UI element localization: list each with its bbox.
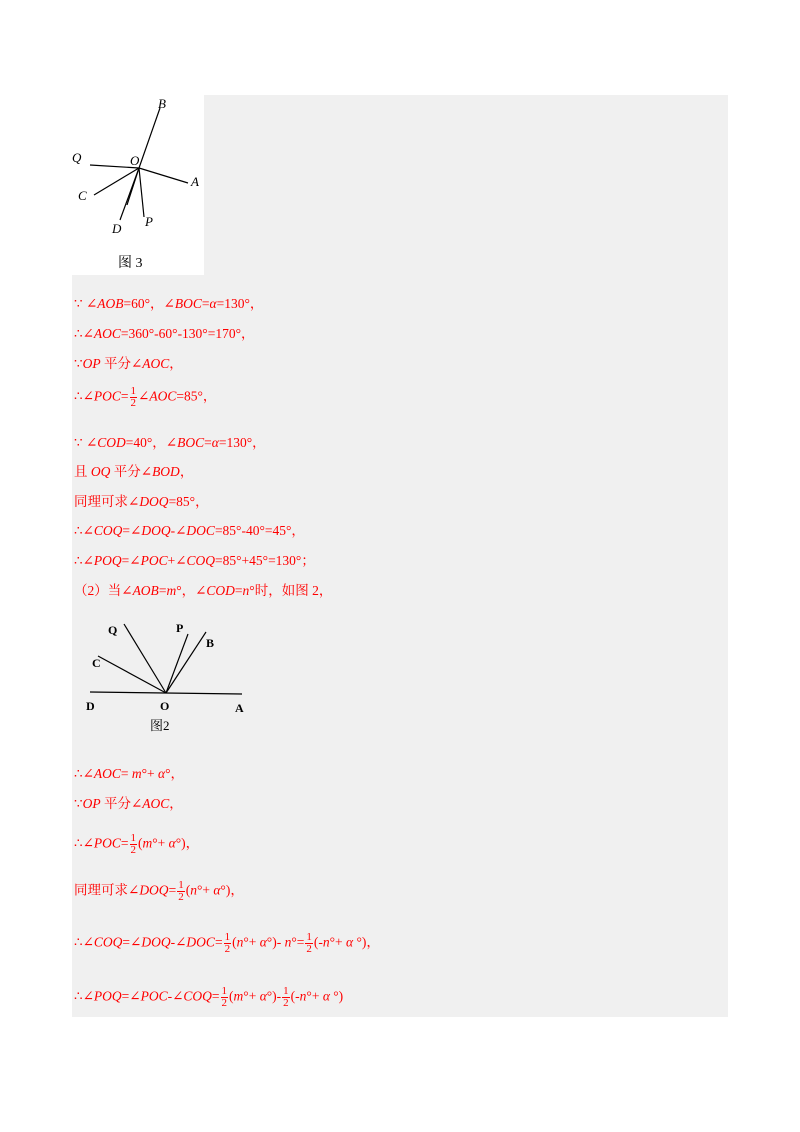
fraction-half: $\frac{1}{2}$ bbox=[130, 832, 137, 856]
label-B: B bbox=[206, 636, 215, 650]
label-C: C bbox=[78, 188, 87, 203]
fraction-half: $\frac{1}{2}$ bbox=[224, 931, 231, 955]
ray-OP bbox=[139, 168, 144, 217]
figure-3-caption: 图 3 bbox=[118, 256, 143, 271]
solution-line-3: ∵OP 平分∠AOC， bbox=[74, 356, 183, 371]
solution-line-14: 同理可求∠DOQ= $\frac{1}{2}$ (n°+ α°)， bbox=[74, 879, 244, 903]
solution-line-13: ∴∠POC= $\frac{1}{2}$ (m°+ α°)， bbox=[74, 832, 200, 856]
solution-line-10: （2）当∠AOB=m°，∠COD=n°时，如图 2， bbox=[74, 583, 333, 598]
label-Q: Q bbox=[108, 623, 118, 637]
fraction-half: $\frac{1}{2}$ bbox=[178, 879, 184, 903]
fraction-half: $\frac{1}{2}$ bbox=[130, 385, 137, 409]
label-C: C bbox=[92, 656, 101, 670]
ray-OC bbox=[98, 656, 166, 693]
label-P: P bbox=[145, 214, 153, 229]
solution-line-9: ∴∠POQ=∠POC+∠COQ=85°+45°=130°； bbox=[74, 553, 315, 568]
ray-OQ bbox=[124, 624, 166, 693]
figure-3 bbox=[72, 95, 204, 275]
label-O: O bbox=[130, 153, 140, 168]
solution-line-1: ∵ ∠AOB=60°，∠BOC=α=130°， bbox=[74, 296, 264, 311]
fraction-half: $\frac{1}{2}$ bbox=[306, 931, 312, 955]
label-D: D bbox=[112, 221, 122, 236]
label-Q: Q bbox=[72, 150, 82, 165]
ray-OB bbox=[166, 632, 206, 693]
solution-line-16: ∴∠POQ=∠POC-∠COQ= $\frac{1}{2}$ (m°+ α°)- $\frac{1}{2}$ (-n°+ α °) bbox=[74, 985, 344, 1009]
solution-line-8: ∴∠COQ=∠DOQ-∠DOC=85°-40°=45°， bbox=[74, 523, 305, 538]
solution-line-7: 同理可求∠DOQ=85°， bbox=[74, 494, 209, 509]
label-A: A bbox=[191, 174, 199, 189]
label-A: A bbox=[235, 701, 244, 715]
ray-OB bbox=[139, 108, 160, 168]
label-P: P bbox=[176, 621, 184, 635]
ray-OC bbox=[94, 168, 139, 195]
label-O: O bbox=[160, 699, 170, 713]
solution-line-12: ∵OP 平分∠AOC， bbox=[74, 796, 183, 811]
ray-OD bbox=[120, 168, 139, 220]
solution-line-15: ∴∠COQ=∠DOQ-∠DOC= $\frac{1}{2}$ (n°+ α°)- n°= $\frac{1}{2}$ (-n°+ α °)， bbox=[74, 931, 380, 955]
solution-line-4: ∴∠POC= $\frac{1}{2}$ ∠AOC=85°， bbox=[74, 385, 217, 409]
solution-line-5: ∵ ∠COD=40°，∠BOC=α=130°， bbox=[74, 435, 266, 450]
solution-line-2: ∴∠AOC=360°-60°-130°=170°， bbox=[74, 326, 255, 341]
solution-line-6: 且 OQ 平分∠BOD， bbox=[74, 464, 194, 479]
ray-OA bbox=[139, 168, 188, 183]
figure-2 bbox=[80, 612, 260, 742]
label-B: B bbox=[158, 96, 166, 111]
solution-line-11: ∴∠AOC= m°+ α°， bbox=[74, 766, 185, 781]
fraction-half: $\frac{1}{2}$ bbox=[221, 985, 228, 1009]
label-D: D bbox=[86, 699, 95, 713]
figure-2-diagram bbox=[80, 612, 260, 742]
fraction-half: $\frac{1}{2}$ bbox=[283, 985, 289, 1009]
figure-2-caption: 图2 bbox=[150, 718, 170, 733]
figure-3-diagram bbox=[72, 95, 204, 275]
